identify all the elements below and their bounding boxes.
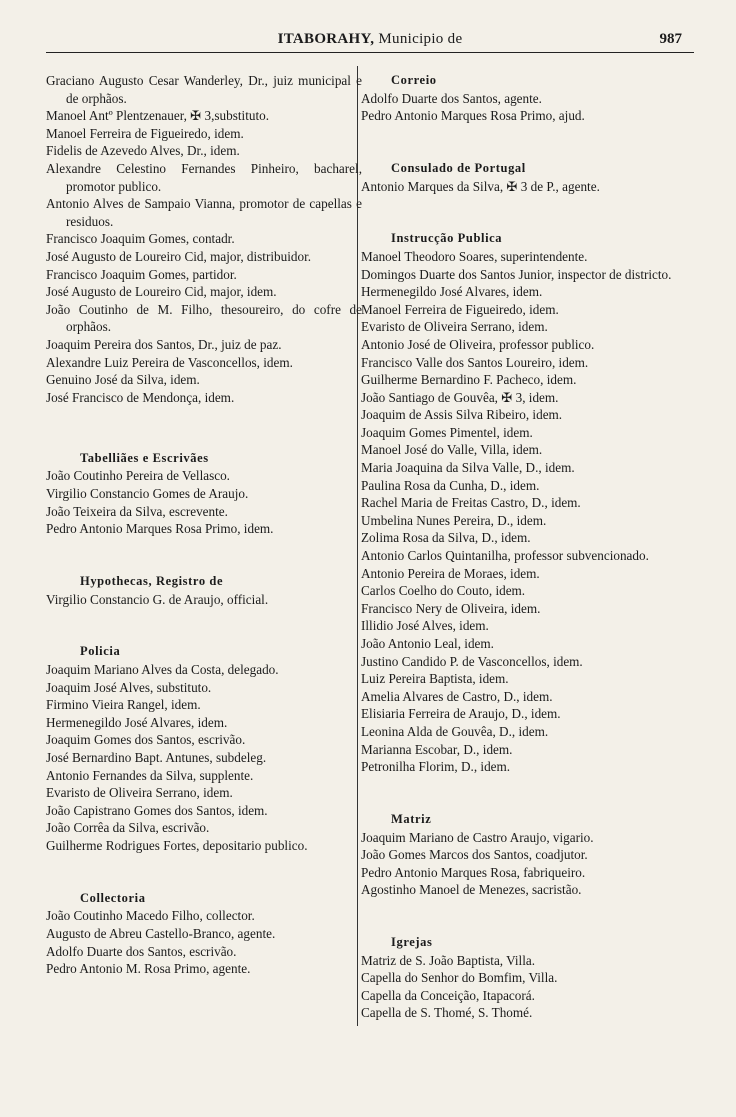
- entry-line: José Augusto de Loureiro Cid, major, distribuidor.: [46, 248, 312, 264]
- entry-line: Adolfo Duarte dos Santos, agente.: [361, 90, 542, 106]
- entry-line: Fidelis de Azevedo Alves, Dr., idem.: [46, 143, 240, 159]
- entry-line: João Teixeira da Silva, escrevente.: [46, 503, 228, 519]
- entry-line: Guilherme Rodrigues Fortes, depositario publico.: [46, 837, 308, 853]
- section-heading: Instrucção Publica: [391, 231, 503, 246]
- entry-line: Genuino José da Silva, idem.: [46, 372, 200, 388]
- entry-line: Maria Joaquina da Silva Valle, D., idem.: [361, 460, 575, 476]
- section-heading: Tabelliães e Escrivães: [80, 450, 209, 465]
- section-heading: Matriz: [391, 811, 432, 826]
- entry-line: Joaquim Gomes dos Santos, escrivão.: [46, 732, 246, 748]
- section-heading: Policia: [80, 644, 121, 659]
- section-intro: [46, 72, 362, 406]
- entry-line: Antonio Marques da Silva, ✠ 3 de P., agente.: [361, 178, 600, 194]
- entry-line: João Gomes Marcos dos Santos, coadjutor.: [361, 847, 588, 863]
- entry-list: [361, 90, 697, 125]
- right-column: [361, 72, 697, 1022]
- entry-line: Joaquim de Assis Silva Ribeiro, idem.: [361, 407, 563, 423]
- entry-line: Manoel José do Valle, Villa, idem.: [361, 442, 543, 458]
- entry-line: Luiz Pereira Baptista, idem.: [361, 671, 509, 687]
- entry-line: Alexandre Celestino Fernandes Pinheiro, bacharel, promotor publico.: [46, 160, 362, 194]
- entry-line: João Coutinho Pereira de Vellasco.: [46, 468, 230, 484]
- section-heading: Igrejas: [391, 935, 433, 950]
- entry-line: Manoel Ferreira de Figueiredo, idem.: [361, 301, 559, 317]
- entry-list: [46, 591, 362, 609]
- entry-line: Capella de S. Thomé, S. Thomé.: [361, 1005, 533, 1021]
- left-column: [46, 72, 362, 978]
- entry-list: [46, 467, 362, 537]
- entry-line: Pedro Antonio Marques Rosa, fabriqueiro.: [361, 864, 586, 880]
- section-matriz: [361, 811, 697, 899]
- entry-line: Justino Candido P. de Vasconcellos, idem.: [361, 653, 583, 669]
- section-collectoria: [46, 890, 362, 978]
- entry-line: José Augusto de Loureiro Cid, major, idem.: [46, 284, 277, 300]
- section-heading: [46, 573, 362, 591]
- entry-line: Evaristo de Oliveira Serrano, idem.: [46, 785, 233, 801]
- entry-line: Domingos Duarte dos Santos Junior, inspector de districto.: [361, 266, 672, 282]
- entry-line: Capella do Senhor do Bomfim, Villa.: [361, 970, 558, 986]
- entry-line: Hermenegildo José Alvares, idem.: [361, 284, 543, 300]
- entry-line: Manoel Theodoro Soares, superintendente.: [361, 248, 588, 264]
- entry-line: Rachel Maria de Freitas Castro, D., idem.: [361, 495, 581, 511]
- entry-list: [361, 248, 697, 776]
- section-heading: Consulado de Portugal: [391, 160, 526, 175]
- header-rule: [46, 52, 694, 53]
- section-heading-bold: Hypothecas,: [80, 574, 153, 589]
- entry-line: Manoel Antº Plentzenauer, ✠ 3,substituto.: [46, 108, 270, 124]
- entry-line: Pedro Antonio Marques Rosa Primo, ajud.: [361, 108, 585, 124]
- section-hypothecas: [46, 573, 362, 608]
- entry-line: Virgilio Constancio Gomes de Araujo.: [46, 486, 249, 502]
- entry-line: José Francisco de Mendonça, idem.: [46, 389, 235, 405]
- entry-line: Antonio Pereira de Moraes, idem.: [361, 565, 540, 581]
- entry-line: Antonio José de Oliveira, professor publico.: [361, 336, 595, 352]
- page-header: [46, 31, 694, 53]
- entry-line: Alexandre Luiz Pereira de Vasconcellos, idem.: [46, 354, 293, 370]
- entry-line: Matriz de S. João Baptista, Villa.: [361, 952, 536, 968]
- entry-line: Evaristo de Oliveira Serrano, idem.: [361, 319, 548, 335]
- entry-line: Augusto de Abreu Castello-Branco, agente.: [46, 925, 276, 941]
- entry-line: Illidio José Alves, idem.: [361, 618, 489, 634]
- entry-line: Pedro Antonio M. Rosa Primo, agente.: [46, 961, 251, 977]
- page-number: 987: [659, 31, 682, 47]
- entry-list: [361, 178, 697, 196]
- entry-line: Firmino Vieira Rangel, idem.: [46, 697, 201, 713]
- entry-line: Antonio Fernandes da Silva, supplente.: [46, 767, 254, 783]
- entry-line: Francisco Joaquim Gomes, contadr.: [46, 231, 235, 247]
- entry-line: José Bernardino Bapt. Antunes, subdeleg.: [46, 749, 267, 765]
- section-tabelliaes: [46, 450, 362, 538]
- entry-line: Graciano Augusto Cesar Wanderley, Dr., juiz municipal e de orphãos.: [46, 73, 362, 106]
- entry-line: Antonio Carlos Quintanilha, professor subvencionado.: [361, 548, 649, 564]
- entry-line: Pedro Antonio Marques Rosa Primo, idem.: [46, 521, 274, 537]
- entry-line: Joaquim José Alves, substituto.: [46, 679, 212, 695]
- entry-line: Joaquim Mariano Alves da Costa, delegado.: [46, 662, 279, 677]
- entry-line: Petronilha Florim, D., idem.: [361, 759, 511, 775]
- entry-line: João Coutinho de M. Filho, thesoureiro, do cofre de orphãos.: [46, 301, 362, 335]
- entry-list: [361, 829, 697, 899]
- entry-line: Zolima Rosa da Silva, D., idem.: [361, 530, 531, 546]
- entry-line: João Corrêa da Silva, escrivão.: [46, 820, 210, 836]
- entry-line: Agostinho Manoel de Menezes, sacristão.: [361, 882, 582, 898]
- entry-line: Elisiaria Ferreira de Araujo, D., idem.: [361, 706, 561, 722]
- entry-line: Joaquim Pereira dos Santos, Dr., juiz de paz.: [46, 336, 282, 352]
- entry-line: Manoel Ferreira de Figueiredo, idem.: [46, 125, 244, 141]
- running-title: [46, 31, 694, 48]
- section-igrejas: [361, 934, 697, 1022]
- entry-list: [361, 952, 697, 1022]
- entry-line: Antonio Alves de Sampaio Vianna, promotor de capellas e residuos.: [46, 196, 362, 229]
- section-instruccao: [361, 230, 697, 775]
- running-title-rest: Municipio de: [378, 31, 463, 47]
- entry-line: Amelia Alvares de Castro, D., idem.: [361, 688, 553, 704]
- section-consulado: [361, 160, 697, 195]
- running-title-place: ITABORAHY,: [277, 31, 375, 47]
- section-heading: Collectoria: [80, 890, 146, 905]
- entry-line: Francisco Valle dos Santos Loureiro, idem.: [361, 354, 589, 370]
- entry-line: Capella da Conceição, Itapacorá.: [361, 987, 535, 1003]
- entry-line: Carlos Coelho do Couto, idem.: [361, 583, 526, 599]
- entry-line: Paulina Rosa da Cunha, D., idem.: [361, 477, 540, 493]
- entry-line: Joaquim Mariano de Castro Araujo, vigario.: [361, 829, 594, 845]
- entry-line: Hermenegildo José Alvares, idem.: [46, 714, 228, 730]
- entry-list: [46, 907, 362, 977]
- entry-line: Francisco Nery de Oliveira, idem.: [361, 600, 541, 616]
- entry-line: Guilherme Bernardino F. Pacheco, idem.: [361, 372, 577, 388]
- section-heading-rest: Registro de: [155, 574, 224, 589]
- entry-list: [46, 661, 362, 855]
- entry-line: Leonina Alda de Gouvêa, D., idem.: [361, 723, 549, 739]
- entry-line: João Coutinho Macedo Filho, collector.: [46, 908, 255, 924]
- entry-line: João Antonio Leal, idem.: [361, 636, 494, 651]
- entry-line: João Santiago de Gouvêa, ✠ 3, idem.: [361, 389, 559, 405]
- section-correio: [361, 72, 697, 125]
- entry-list: [46, 72, 362, 406]
- entry-line: Marianna Escobar, D., idem.: [361, 741, 513, 757]
- section-policia: [46, 643, 362, 854]
- entry-line: Joaquim Gomes Pimentel, idem.: [361, 424, 533, 440]
- entry-line: Francisco Joaquim Gomes, partidor.: [46, 266, 237, 282]
- entry-line: Virgilio Constancio G. de Araujo, official.: [46, 591, 269, 607]
- entry-line: Adolfo Duarte dos Santos, escrivão.: [46, 943, 237, 959]
- entry-line: Umbelina Nunes Pereira, D., idem.: [361, 512, 547, 528]
- entry-line: João Capistrano Gomes dos Santos, idem.: [46, 802, 268, 818]
- section-heading: Correio: [391, 73, 437, 87]
